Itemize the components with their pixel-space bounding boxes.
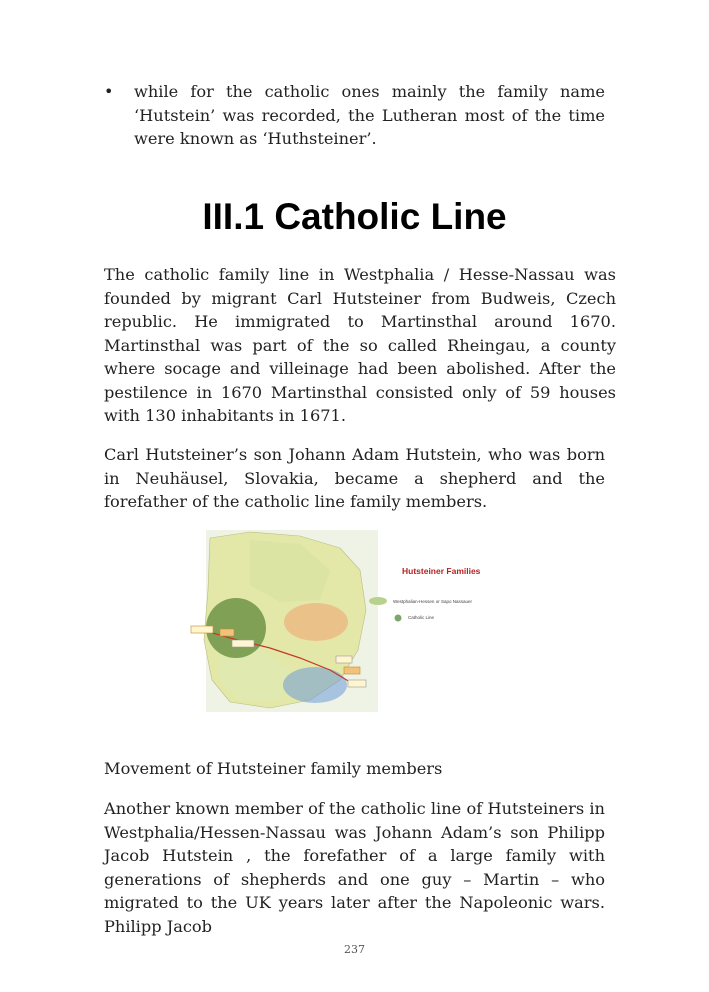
section-heading: III.1 Catholic Line [202, 196, 507, 237]
legend-label-1: Westphalian-Hessen or Sapo Nassauer [393, 599, 472, 604]
hutsteiner-families-map [190, 530, 510, 712]
region-blue [283, 667, 347, 703]
bullet-dot: • [104, 82, 114, 101]
paragraph-1: The catholic family line in Westphalia / Hesse-Nassau was founded by migrant Carl Hutsteiner from Budweis, Czech republic. He immigrated to Martinsthal around 1670. Martinsthal was part of the so called Rheingau, a county where socage and villeinage had been abolished. After the pestilence in 1670 Martinsthal consisted only of 59 houses with 130 inhabitants in 1671. [104, 265, 616, 425]
figure-caption: Movement of Hutsteiner family members [104, 759, 443, 778]
map-title: Hutsteiner Families [402, 566, 481, 576]
legend-swatch-2 [395, 615, 402, 622]
bullet-text: while for the catholic ones mainly the family name ‘Hutstein’ was recorded, the Lutheran most of the time were known as ‘Huthsteiner’. [134, 82, 605, 148]
bullet-item [104, 80, 605, 151]
region-green [206, 598, 266, 658]
paragraph-2: Carl Hutsteiner’s son Johann Adam Hutstein, who was born in Neuhäusel, Slovakia, became a shepherd and the forefather of the catholic line family members. [104, 445, 605, 511]
paragraph-3: Another known member of the catholic line of Hutsteiners in Westphalia/Hessen-Nassau was Johann Adam’s son Philipp Jacob Hutstein , the forefather of a large family with generations of shepherds and one guy – Martin – who migrated to the UK years later after the Napoleonic wars. Philipp Jacob [104, 799, 605, 936]
legend-swatch-1 [369, 597, 387, 605]
legend-label-2: Catholic Line [408, 615, 435, 620]
page-number: 237 [344, 943, 365, 956]
region-orange [284, 603, 348, 641]
